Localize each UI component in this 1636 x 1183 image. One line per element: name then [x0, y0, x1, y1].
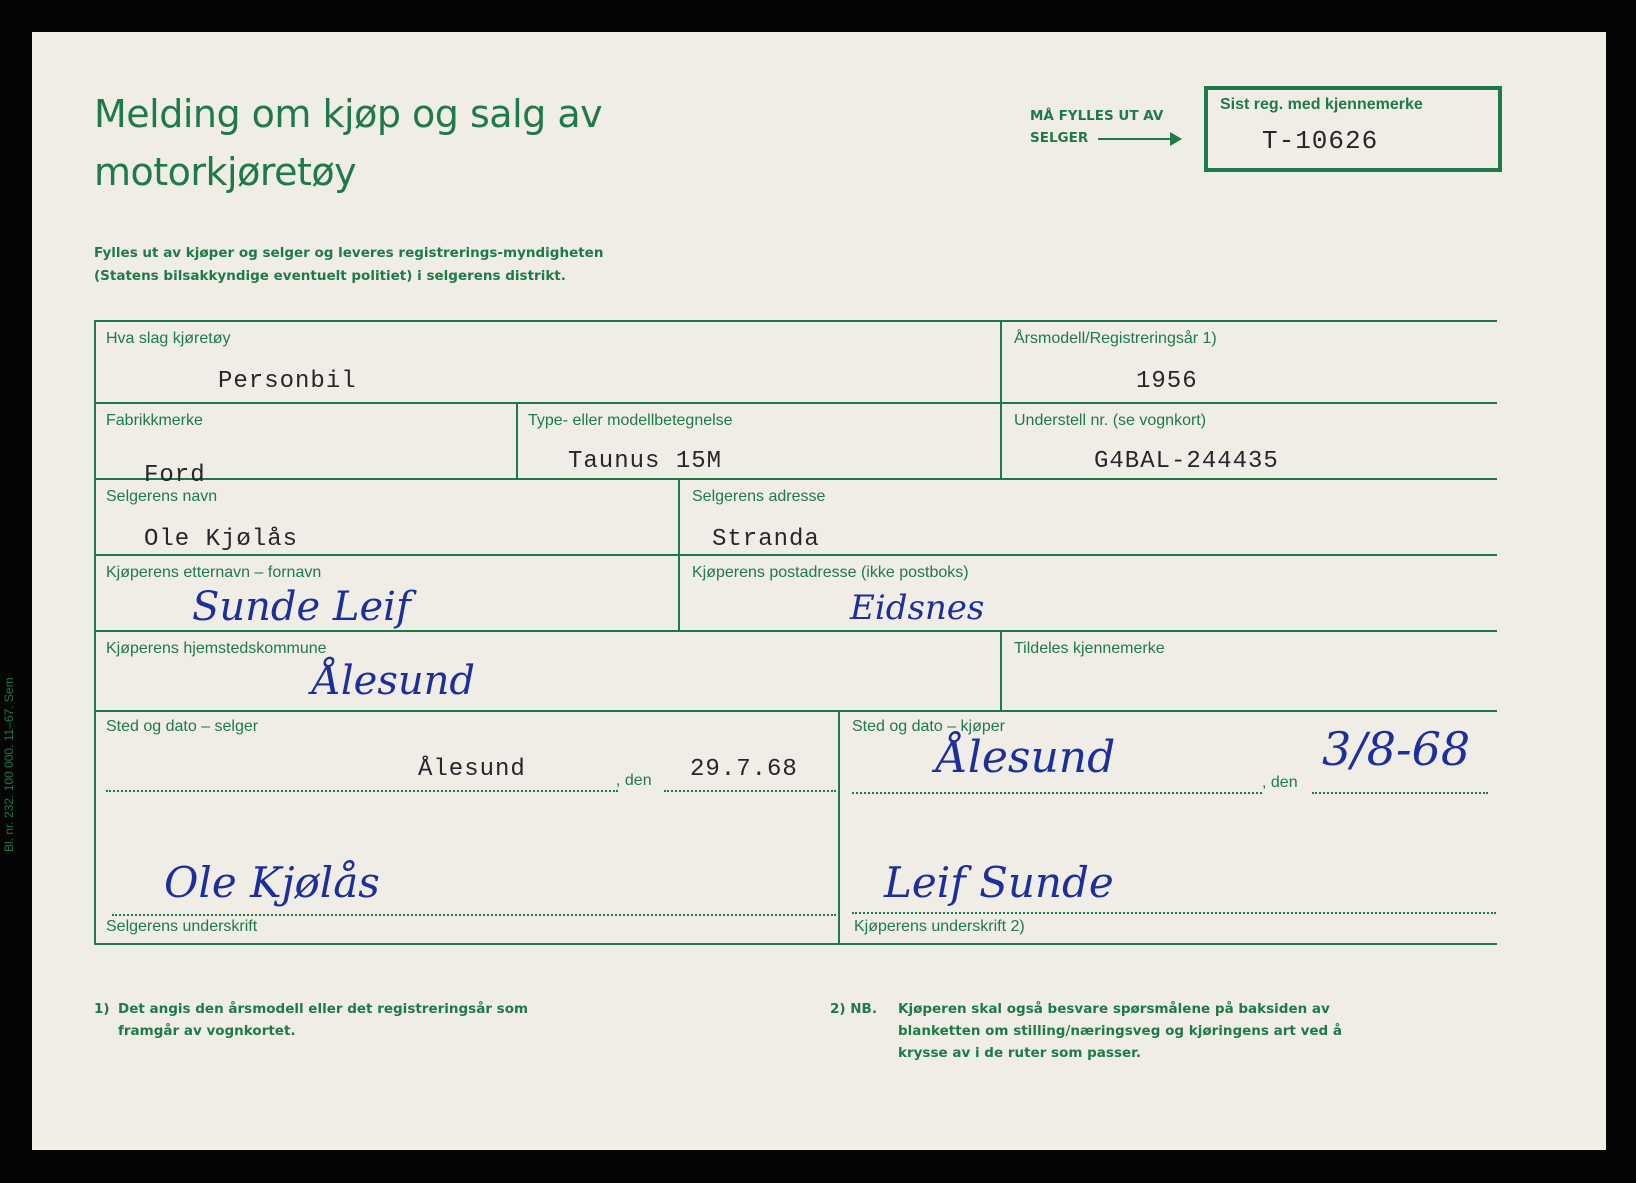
- buyer-signature: Leif Sunde: [884, 858, 1114, 907]
- row-divider: [94, 478, 1497, 480]
- buyer-den-label: , den: [1262, 774, 1298, 791]
- arrow-right-icon: [1098, 138, 1176, 140]
- model-year-label: Årsmodell/Registreringsår 1): [1014, 330, 1217, 347]
- assigned-plate-label: Tildeles kjennemerke: [1014, 640, 1165, 657]
- seller-name-label: Selgerens navn: [106, 488, 218, 505]
- seller-den-label: , den: [616, 772, 652, 789]
- buyer-municipality-label: Kjøperens hjemstedskommune: [106, 640, 327, 657]
- buyer-name-label: Kjøperens etternavn – fornavn: [106, 564, 322, 581]
- seller-signature-dotted-line: [112, 914, 836, 916]
- form-card: [2, 32, 1606, 1150]
- buyer-signature-dotted-line: [852, 912, 1496, 914]
- column-divider: [516, 402, 518, 478]
- registration-plate-value: T-10626: [1262, 126, 1379, 156]
- footnote2-marker: 2) NB.: [830, 1001, 877, 1017]
- model-label: Type- eller modellbetegnelse: [528, 412, 733, 429]
- column-divider: [1000, 630, 1002, 710]
- seller-fill-instruction-line2: SELGER: [1030, 130, 1089, 146]
- buyer-place-value: Ålesund: [936, 732, 1116, 783]
- form-instructions: Fylles ut av kjøper og selger og leveres registrerings-myndigheten (Statens bilsakkyndige eventuelt politiet) i selgerens distrikt.: [94, 245, 604, 284]
- footnote2-text: Kjøperen skal også besvare spørsmålene på baksiden av blanketten om stilling/næringsveg og kjøringens art ved å krysse av i de ruter som passer.: [898, 1001, 1343, 1061]
- row-divider: [94, 710, 1497, 712]
- seller-date-value: 29.7.68: [690, 756, 798, 783]
- chassis-value: G4BAL-244435: [1094, 448, 1279, 475]
- registration-plate-label: Sist reg. med kjennemerke: [1220, 96, 1423, 113]
- row-divider: [94, 554, 1497, 556]
- form-number-side-print: Bl. nr. 232. 100 000. 11–67. Sem: [2, 677, 16, 852]
- row-divider: [94, 630, 1497, 632]
- chassis-label: Understell nr. (se vognkort): [1014, 412, 1207, 429]
- seller-place-dotted-line: [106, 790, 618, 792]
- vehicle-type-value: Personbil: [218, 368, 357, 395]
- buyer-place-date-label: Sted og dato – kjøper: [852, 718, 1005, 735]
- arrowhead-icon: [1170, 132, 1182, 146]
- buyer-municipality-value: Ålesund: [312, 658, 476, 704]
- seller-place-date-label: Sted og dato – selger: [106, 718, 259, 735]
- buyer-address-label: Kjøperens postadresse (ikke postboks): [692, 564, 969, 581]
- buyer-name-value: Sunde Leif: [192, 584, 411, 630]
- row-divider: [94, 402, 1497, 404]
- buyer-signature-label: Kjøperens underskrift 2): [854, 918, 1025, 935]
- buyer-date-value: 3/8-68: [1322, 722, 1471, 776]
- seller-signature: Ole Kjølås: [164, 858, 380, 907]
- seller-fill-instruction-line1: MÅ FYLLES UT AV: [1030, 108, 1164, 124]
- buyer-date-dotted-line: [1312, 792, 1488, 794]
- buyer-place-dotted-line: [852, 792, 1262, 794]
- vehicle-type-label: Hva slag kjøretøy: [106, 330, 231, 347]
- model-year-value: 1956: [1136, 368, 1198, 395]
- make-value: Ford: [144, 462, 206, 489]
- make-label: Fabrikkmerke: [106, 412, 203, 429]
- buyer-address-value: Eidsnes: [850, 588, 985, 628]
- footnote1-text: Det angis den årsmodell eller det registreringsår som framgår av vognkortet.: [118, 1001, 529, 1039]
- seller-name-value: Ole Kjølås: [144, 526, 299, 553]
- column-divider: [838, 710, 840, 943]
- column-divider: [1000, 320, 1002, 478]
- form-title-line1: Melding om kjøp og salg av: [94, 92, 603, 136]
- form-title-line2: motorkjøretøy: [94, 150, 357, 194]
- footnote1-marker: 1): [94, 1001, 110, 1017]
- seller-address-value: Stranda: [712, 526, 820, 553]
- seller-address-label: Selgerens adresse: [692, 488, 826, 505]
- table-left-border: [94, 320, 96, 945]
- table-top-border: [94, 320, 1497, 322]
- table-bottom-border: [94, 943, 1497, 945]
- seller-signature-label: Selgerens underskrift: [106, 918, 258, 935]
- seller-date-dotted-line: [664, 790, 836, 792]
- seller-place-value: Ålesund: [418, 756, 526, 783]
- column-divider: [678, 478, 680, 630]
- model-value: Taunus 15M: [568, 448, 723, 475]
- registration-plate-box: [1204, 86, 1502, 172]
